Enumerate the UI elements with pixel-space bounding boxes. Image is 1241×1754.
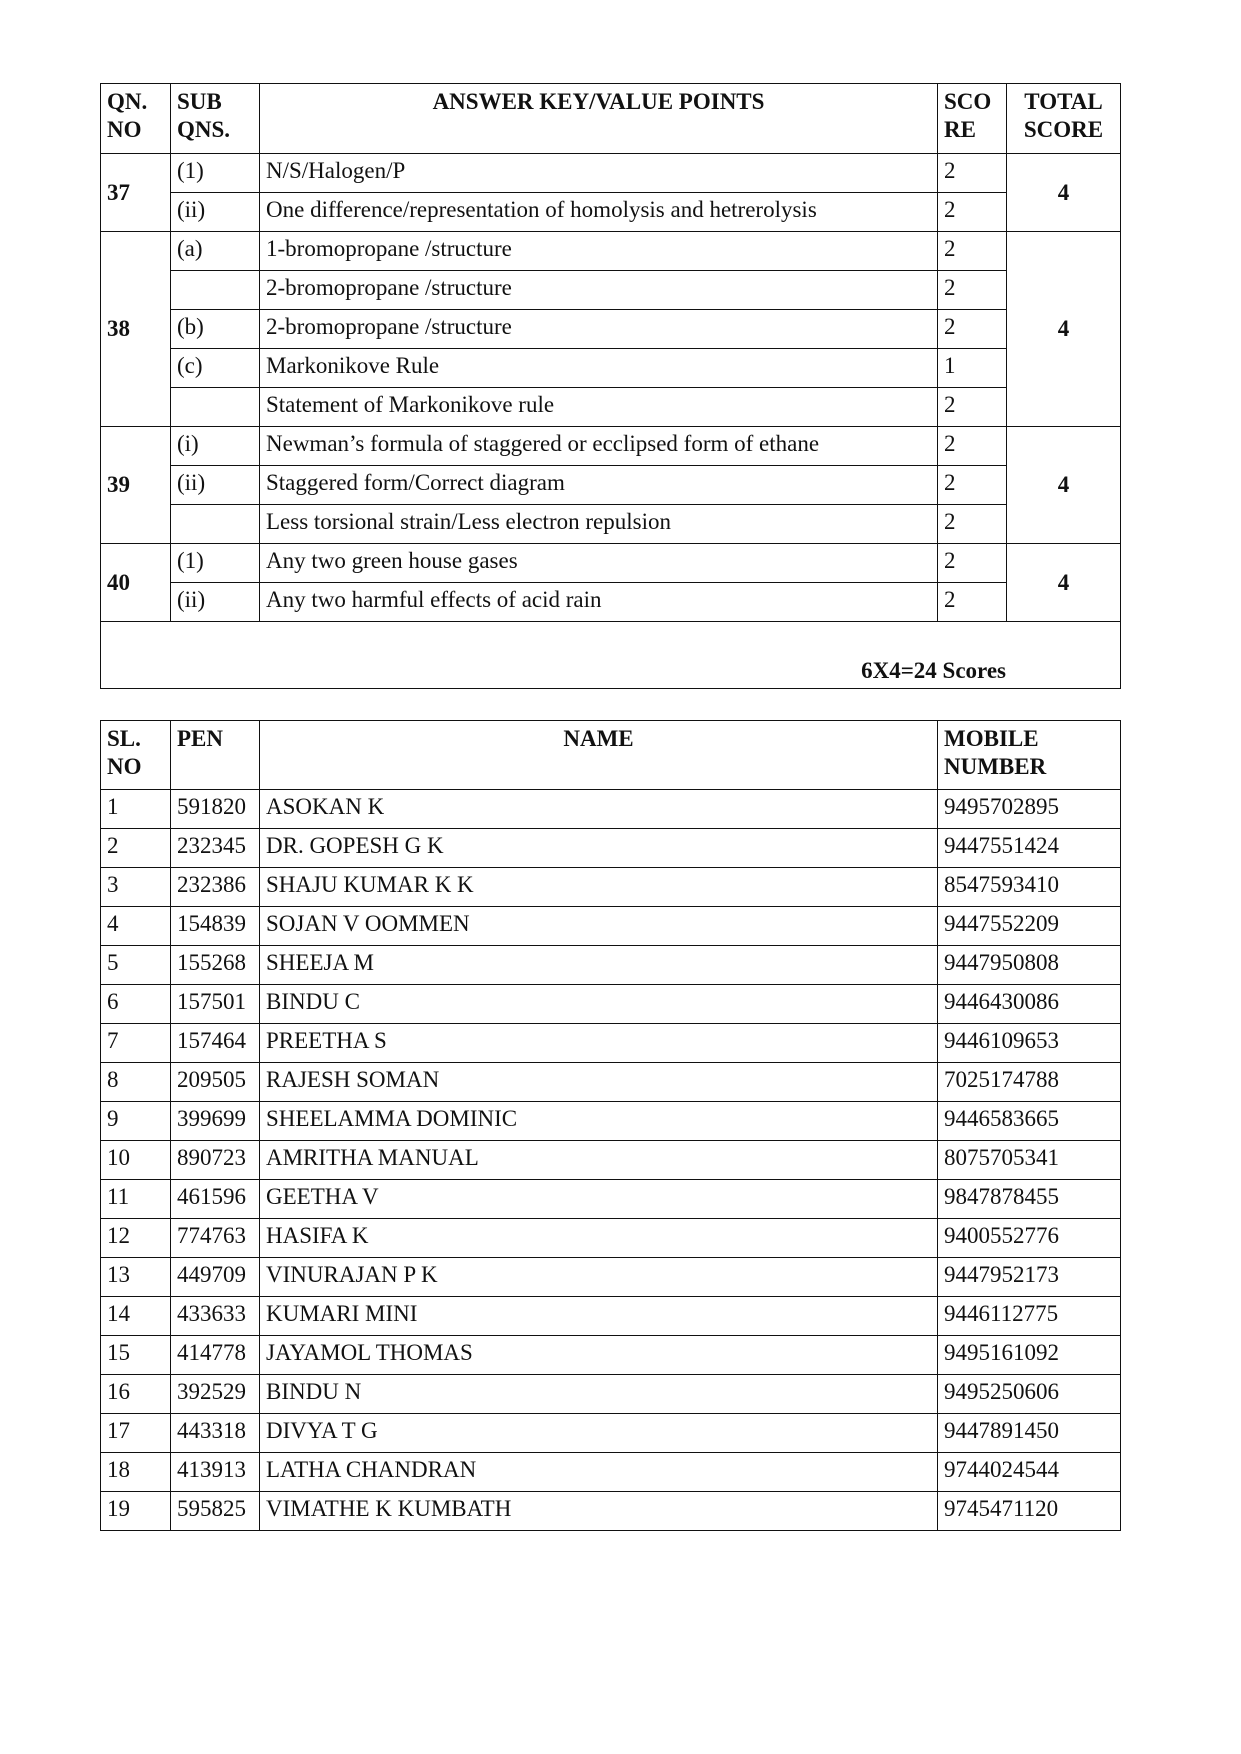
staff-name: SOJAN V OOMMEN <box>260 907 938 946</box>
serial-number: 4 <box>101 907 171 946</box>
staff-name: SHEELAMMA DOMINIC <box>260 1102 938 1141</box>
serial-number: 5 <box>101 946 171 985</box>
pen-number: 774763 <box>171 1219 260 1258</box>
staff-header-row <box>101 721 1121 790</box>
staff-row <box>101 1414 1121 1453</box>
serial-number: 18 <box>101 1453 171 1492</box>
staff-name: DIVYA T G <box>260 1414 938 1453</box>
score: 2 <box>938 271 1007 310</box>
sub-question: (ii) <box>171 466 260 505</box>
score: 2 <box>938 388 1007 427</box>
pen-number: 890723 <box>171 1141 260 1180</box>
staff-name: BINDU N <box>260 1375 938 1414</box>
serial-number: 3 <box>101 868 171 907</box>
answer-row <box>101 310 1121 349</box>
mobile-number: 9447950808 <box>938 946 1121 985</box>
serial-number: 19 <box>101 1492 171 1531</box>
question-number: 39 <box>101 427 171 544</box>
mobile-number: 9447552209 <box>938 907 1121 946</box>
header-score: SCO RE <box>938 84 1007 154</box>
answer-value-point: 1-bromopropane /structure <box>260 232 938 271</box>
answer-value-point: Markonikove Rule <box>260 349 938 388</box>
serial-number: 1 <box>101 790 171 829</box>
sub-question: (1) <box>171 154 260 193</box>
staff-name: ASOKAN K <box>260 790 938 829</box>
staff-name: JAYAMOL THOMAS <box>260 1336 938 1375</box>
pen-number: 157501 <box>171 985 260 1024</box>
staff-name: PREETHA S <box>260 1024 938 1063</box>
staff-name: AMRITHA MANUAL <box>260 1141 938 1180</box>
answer-key-table <box>100 83 1121 689</box>
pen-number: 433633 <box>171 1297 260 1336</box>
pen-number: 413913 <box>171 1453 260 1492</box>
staff-row <box>101 1258 1121 1297</box>
pen-number: 232345 <box>171 829 260 868</box>
mobile-number: 9744024544 <box>938 1453 1121 1492</box>
answer-value-point: Newman’s formula of staggered or ecclipsed form of ethane <box>260 427 938 466</box>
answer-value-point: Less torsional strain/Less electron repulsion <box>260 505 938 544</box>
serial-number: 9 <box>101 1102 171 1141</box>
answer-value-point: Any two green house gases <box>260 544 938 583</box>
serial-number: 17 <box>101 1414 171 1453</box>
header-name: NAME <box>260 721 938 790</box>
sub-question <box>171 271 260 310</box>
answer-key-summary-row <box>101 622 1121 689</box>
staff-row <box>101 1180 1121 1219</box>
score: 2 <box>938 310 1007 349</box>
mobile-number: 9447891450 <box>938 1414 1121 1453</box>
staff-row <box>101 1336 1121 1375</box>
answer-row <box>101 544 1121 583</box>
total-scores-summary: 6X4=24 Scores <box>101 622 1121 689</box>
sub-question: (1) <box>171 544 260 583</box>
mobile-number: 9447551424 <box>938 829 1121 868</box>
answer-value-point: Statement of Markonikove rule <box>260 388 938 427</box>
mobile-number: 8547593410 <box>938 868 1121 907</box>
answer-value-point: One difference/representation of homolysis and hetrerolysis <box>260 193 938 232</box>
staff-row <box>101 1024 1121 1063</box>
serial-number: 11 <box>101 1180 171 1219</box>
mobile-number: 9745471120 <box>938 1492 1121 1531</box>
total-score: 4 <box>1007 544 1121 622</box>
serial-number: 15 <box>101 1336 171 1375</box>
pen-number: 209505 <box>171 1063 260 1102</box>
serial-number: 13 <box>101 1258 171 1297</box>
staff-name: VINURAJAN P K <box>260 1258 938 1297</box>
header-sub-qns: SUB QNS. <box>171 84 260 154</box>
question-number: 37 <box>101 154 171 232</box>
mobile-number: 9447952173 <box>938 1258 1121 1297</box>
pen-number: 392529 <box>171 1375 260 1414</box>
mobile-number: 9495250606 <box>938 1375 1121 1414</box>
answer-value-point: 2-bromopropane /structure <box>260 310 938 349</box>
question-number: 40 <box>101 544 171 622</box>
sub-question: (i) <box>171 427 260 466</box>
mobile-number: 9446109653 <box>938 1024 1121 1063</box>
staff-row <box>101 1375 1121 1414</box>
sub-question <box>171 388 260 427</box>
mobile-number: 7025174788 <box>938 1063 1121 1102</box>
total-score: 4 <box>1007 232 1121 427</box>
pen-number: 443318 <box>171 1414 260 1453</box>
serial-number: 10 <box>101 1141 171 1180</box>
answer-row <box>101 271 1121 310</box>
score: 2 <box>938 466 1007 505</box>
staff-name: HASIFA K <box>260 1219 938 1258</box>
score: 2 <box>938 193 1007 232</box>
answer-value-point: 2-bromopropane /structure <box>260 271 938 310</box>
staff-row <box>101 1141 1121 1180</box>
mobile-number: 9400552776 <box>938 1219 1121 1258</box>
score: 1 <box>938 349 1007 388</box>
pen-number: 414778 <box>171 1336 260 1375</box>
serial-number: 6 <box>101 985 171 1024</box>
staff-row <box>101 868 1121 907</box>
sub-question: (a) <box>171 232 260 271</box>
staff-row <box>101 829 1121 868</box>
score: 2 <box>938 583 1007 622</box>
staff-name: KUMARI MINI <box>260 1297 938 1336</box>
serial-number: 16 <box>101 1375 171 1414</box>
pen-number: 591820 <box>171 790 260 829</box>
mobile-number: 9847878455 <box>938 1180 1121 1219</box>
question-number: 38 <box>101 232 171 427</box>
header-answer-key: ANSWER KEY/VALUE POINTS <box>260 84 938 154</box>
staff-row <box>101 985 1121 1024</box>
answer-key-header-row <box>101 84 1121 154</box>
mobile-number: 9446112775 <box>938 1297 1121 1336</box>
pen-number: 595825 <box>171 1492 260 1531</box>
sub-question: (c) <box>171 349 260 388</box>
staff-name: RAJESH SOMAN <box>260 1063 938 1102</box>
answer-row <box>101 583 1121 622</box>
pen-number: 232386 <box>171 868 260 907</box>
score: 2 <box>938 232 1007 271</box>
header-pen: PEN <box>171 721 260 790</box>
answer-row <box>101 466 1121 505</box>
score: 2 <box>938 505 1007 544</box>
score: 2 <box>938 427 1007 466</box>
pen-number: 449709 <box>171 1258 260 1297</box>
staff-name: BINDU C <box>260 985 938 1024</box>
staff-row <box>101 1297 1121 1336</box>
sub-question <box>171 505 260 544</box>
pen-number: 399699 <box>171 1102 260 1141</box>
header-sl-no: SL. NO <box>101 721 171 790</box>
serial-number: 12 <box>101 1219 171 1258</box>
pen-number: 157464 <box>171 1024 260 1063</box>
score: 2 <box>938 544 1007 583</box>
pen-number: 461596 <box>171 1180 260 1219</box>
score: 2 <box>938 154 1007 193</box>
mobile-number: 9446583665 <box>938 1102 1121 1141</box>
answer-row <box>101 505 1121 544</box>
answer-row <box>101 154 1121 193</box>
staff-row <box>101 790 1121 829</box>
mobile-number: 8075705341 <box>938 1141 1121 1180</box>
staff-row <box>101 1219 1121 1258</box>
total-score: 4 <box>1007 154 1121 232</box>
staff-row <box>101 1453 1121 1492</box>
answer-row <box>101 193 1121 232</box>
staff-name: GEETHA V <box>260 1180 938 1219</box>
staff-name: SHEEJA M <box>260 946 938 985</box>
answer-row <box>101 388 1121 427</box>
mobile-number: 9446430086 <box>938 985 1121 1024</box>
serial-number: 7 <box>101 1024 171 1063</box>
header-mobile-number: MOBILE NUMBER <box>938 721 1121 790</box>
header-qn-no: QN. NO <box>101 84 171 154</box>
staff-row <box>101 907 1121 946</box>
answer-row <box>101 427 1121 466</box>
pen-number: 154839 <box>171 907 260 946</box>
answer-row <box>101 232 1121 271</box>
sub-question: (ii) <box>171 193 260 232</box>
staff-row <box>101 946 1121 985</box>
sub-question: (b) <box>171 310 260 349</box>
staff-row <box>101 1492 1121 1531</box>
answer-value-point: N/S/Halogen/P <box>260 154 938 193</box>
sub-question: (ii) <box>171 583 260 622</box>
staff-name: DR. GOPESH G K <box>260 829 938 868</box>
serial-number: 2 <box>101 829 171 868</box>
staff-name: VIMATHE K KUMBATH <box>260 1492 938 1531</box>
staff-name: LATHA CHANDRAN <box>260 1453 938 1492</box>
mobile-number: 9495161092 <box>938 1336 1121 1375</box>
staff-row <box>101 1102 1121 1141</box>
total-score: 4 <box>1007 427 1121 544</box>
header-total-score: TOTAL SCORE <box>1007 84 1121 154</box>
serial-number: 8 <box>101 1063 171 1102</box>
pen-number: 155268 <box>171 946 260 985</box>
staff-list-table <box>100 720 1121 1531</box>
staff-row <box>101 1063 1121 1102</box>
staff-name: SHAJU KUMAR K K <box>260 868 938 907</box>
answer-value-point: Staggered form/Correct diagram <box>260 466 938 505</box>
answer-value-point: Any two harmful effects of acid rain <box>260 583 938 622</box>
answer-row <box>101 349 1121 388</box>
answer-key-body <box>101 154 1121 622</box>
mobile-number: 9495702895 <box>938 790 1121 829</box>
staff-list-body <box>101 790 1121 1531</box>
serial-number: 14 <box>101 1297 171 1336</box>
